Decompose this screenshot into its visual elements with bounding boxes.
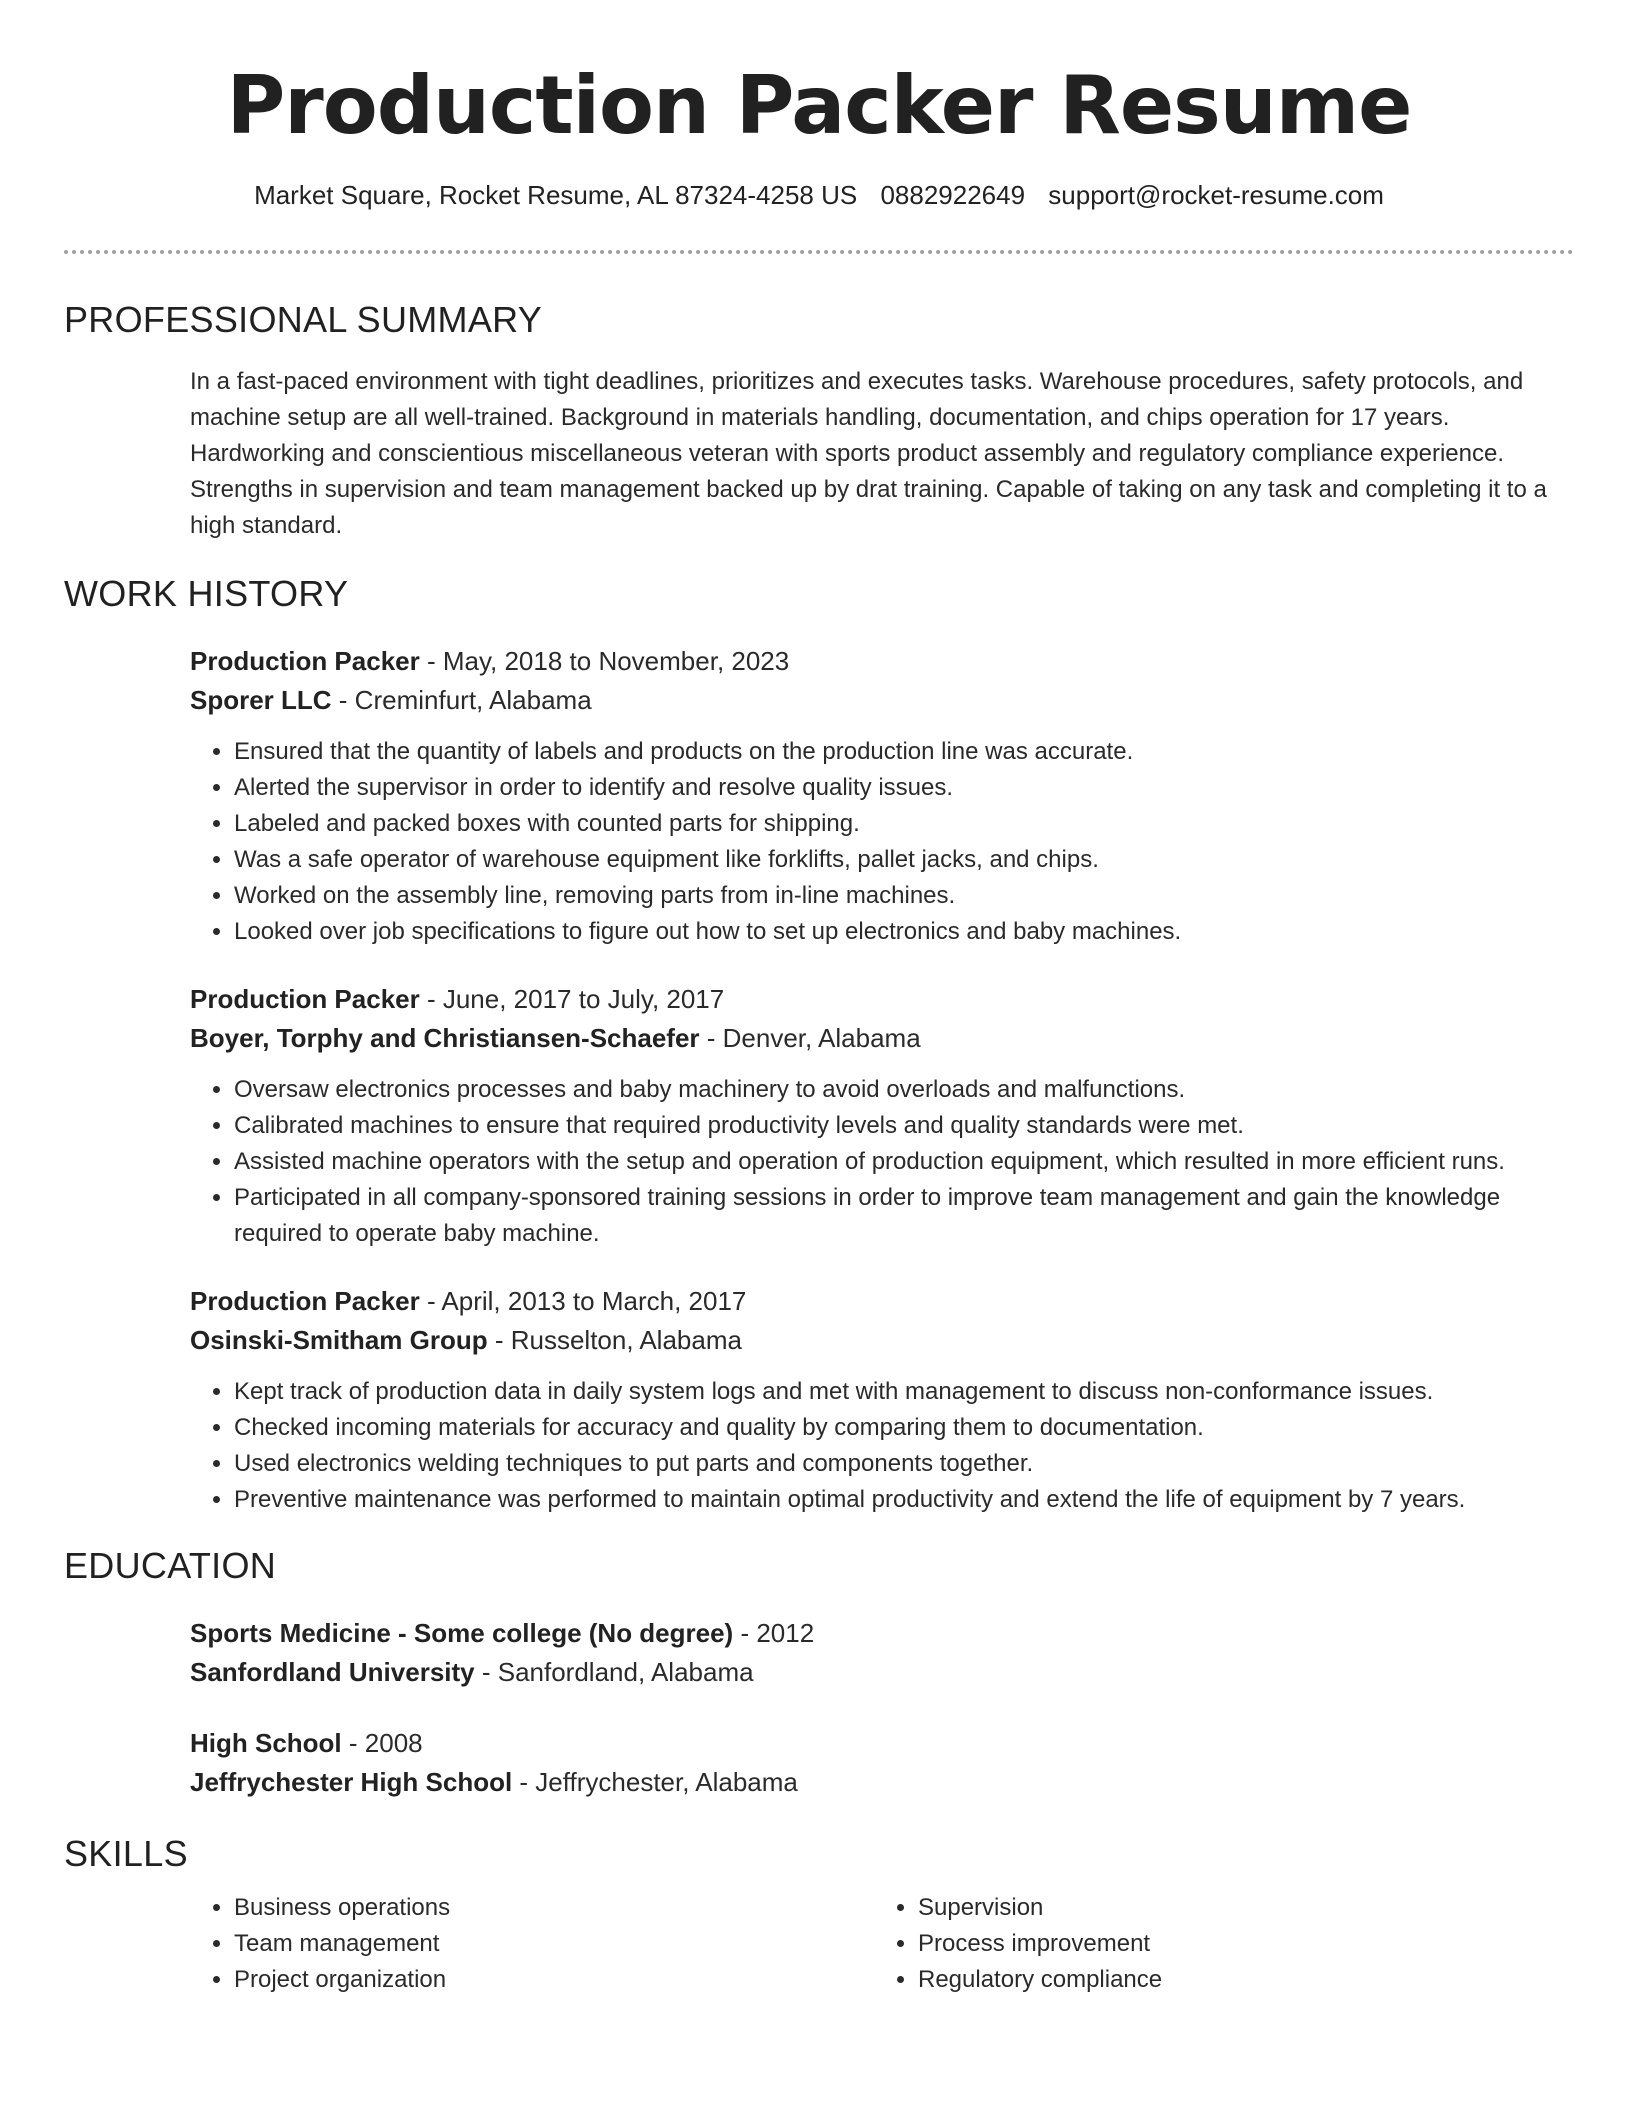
contact-phone: 0882922649 <box>880 180 1026 210</box>
list-item: • Was a safe operator of warehouse equipment like forklifts, pallet jacks, and chips. <box>234 842 1574 878</box>
skill-item: • Team management <box>234 1926 874 1962</box>
education-year: - 2012 <box>733 1618 815 1648</box>
section-title-summary: PROFESSIONAL SUMMARY <box>64 299 543 340</box>
job-dates: - May, 2018 to November, 2023 <box>419 646 790 676</box>
job-dates: - June, 2017 to July, 2017 <box>419 984 725 1014</box>
job-title: Production Packer <box>190 984 420 1014</box>
job-location: - Russelton, Alabama <box>487 1325 742 1355</box>
job-company-line <box>190 1321 1574 1360</box>
education-year: - 2008 <box>341 1728 423 1758</box>
job-company: Boyer, Torphy and Christiansen-Schaefer <box>190 1023 700 1053</box>
education-location: - Jeffrychester, Alabama <box>512 1767 798 1797</box>
job-entry <box>190 642 1574 950</box>
skill-item: • Supervision <box>918 1890 1558 1926</box>
list-item: • Calibrated machines to ensure that required productivity levels and quality standards were met. <box>234 1108 1574 1144</box>
list-item: • Checked incoming materials for accuracy and quality by comparing them to documentation. <box>234 1410 1574 1446</box>
education-school: Sanfordland University <box>190 1657 475 1687</box>
job-title: Production Packer <box>190 646 420 676</box>
skill-item: • Process improvement <box>918 1926 1558 1962</box>
contact-address: Market Square, Rocket Resume, AL 87324-4258 US <box>254 180 858 210</box>
education-entry <box>190 1614 1574 1692</box>
list-item: • Looked over job specifications to figure out how to set up electronics and baby machines. <box>234 914 1574 950</box>
education-school-line <box>190 1763 1574 1802</box>
list-item: • Participated in all company-sponsored training sessions in order to improve team management and gain the knowledge required to operate baby machine. <box>234 1180 1574 1252</box>
job-title-line <box>190 980 1574 1019</box>
education-school: Jeffrychester High School <box>190 1767 513 1797</box>
job-location: - Creminfurt, Alabama <box>331 685 592 715</box>
education-degree-line <box>190 1724 1574 1763</box>
list-item: • Assisted machine operators with the setup and operation of production equipment, which resulted in more efficient runs. <box>234 1144 1574 1180</box>
job-location: - Denver, Alabama <box>699 1023 921 1053</box>
job-company: Sporer LLC <box>190 685 332 715</box>
skill-item: • Business operations <box>234 1890 874 1926</box>
job-dates: - April, 2013 to March, 2017 <box>419 1286 747 1316</box>
job-title-line <box>190 1282 1574 1321</box>
skills-column-right <box>874 1890 1558 1998</box>
education-entry <box>190 1724 1574 1802</box>
education-school-line <box>190 1653 1574 1692</box>
skills-grid <box>190 1890 1574 1998</box>
resume-content <box>64 298 1574 1998</box>
education-degree-line <box>190 1614 1574 1653</box>
job-entry <box>190 980 1574 1252</box>
skill-item: • Regulatory compliance <box>918 1962 1558 1998</box>
list-item: • Kept track of production data in daily system logs and met with management to discuss non-conformance issues. <box>234 1374 1574 1410</box>
list-item: • Oversaw electronics processes and baby machinery to avoid overloads and malfunctions. <box>234 1072 1574 1108</box>
job-entry <box>190 1282 1574 1518</box>
list-item: • Ensured that the quantity of labels and products on the production line was accurate. <box>234 734 1574 770</box>
education-degree: Sports Medicine - Some college (No degree) <box>190 1618 734 1648</box>
contact-line <box>64 178 1574 212</box>
job-bullets <box>190 1072 1574 1252</box>
list-item: • Worked on the assembly line, removing parts from in-line machines. <box>234 878 1574 914</box>
section-title-skills: SKILLS <box>64 1833 188 1874</box>
job-company-line <box>190 1019 1574 1058</box>
resume-page <box>64 0 1574 1993</box>
job-title-line <box>190 642 1574 681</box>
list-item: • Preventive maintenance was performed to maintain optimal productivity and extend the life of equipment by 7 years. <box>234 1482 1574 1518</box>
job-company-line <box>190 681 1574 720</box>
job-company: Osinski-Smitham Group <box>190 1325 488 1355</box>
header-divider <box>64 250 1574 254</box>
skill-item: • Project organization <box>234 1962 874 1998</box>
education-location: - Sanfordland, Alabama <box>474 1657 754 1687</box>
list-item: • Used electronics welding techniques to put parts and components together. <box>234 1446 1574 1482</box>
page-title: Production Packer Resume <box>226 59 1412 152</box>
job-bullets <box>190 1374 1574 1518</box>
job-title: Production Packer <box>190 1286 420 1316</box>
job-bullets <box>190 734 1574 950</box>
skills-column-left <box>190 1890 874 1998</box>
education-degree: High School <box>190 1728 342 1758</box>
section-title-work-history: WORK HISTORY <box>64 573 349 614</box>
summary-text: In a fast-paced environment with tight deadlines, prioritizes and executes tasks. Warehouse procedures, safety protocols, and machine setup are all well-trained. Background in materials handling, documentation, and chips operation for 17 years. Hardworking and conscientious miscellaneous veteran with sports product assembly and regulatory compliance experience. Strengths in supervision and team management backed up by drat training. Capable of taking on any task and completing it to a high standard. <box>190 368 1547 539</box>
contact-email: support@rocket-resume.com <box>1048 180 1384 210</box>
list-item: • Labeled and packed boxes with counted parts for shipping. <box>234 806 1574 842</box>
list-item: • Alerted the supervisor in order to identify and resolve quality issues. <box>234 770 1574 806</box>
section-title-education: EDUCATION <box>64 1545 277 1586</box>
